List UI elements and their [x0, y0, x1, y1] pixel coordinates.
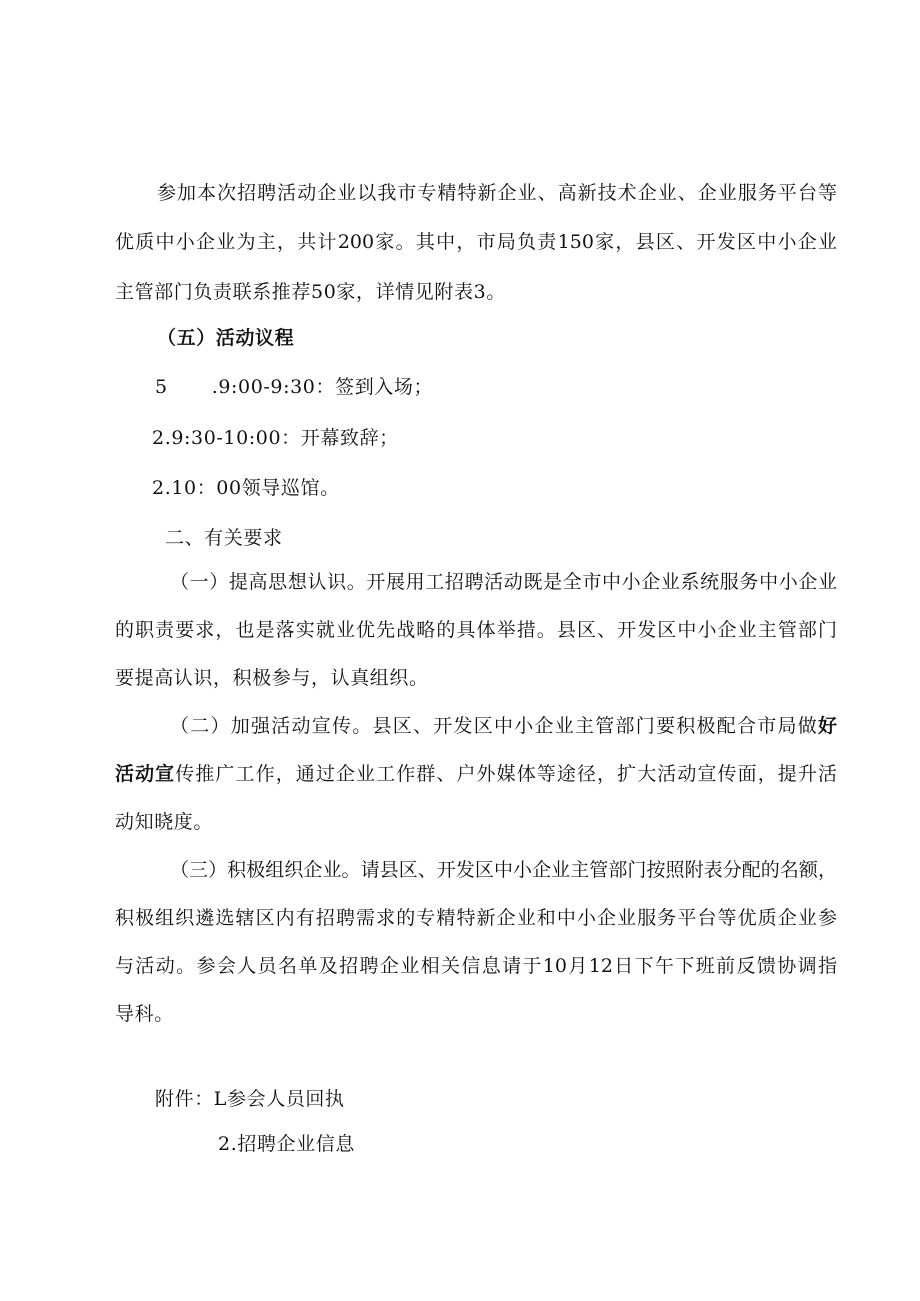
req2-line-2-bold: 活动宣	[115, 763, 176, 785]
req2-line-1-bold: 好	[817, 715, 837, 737]
agenda-heading: （五）活动议程	[157, 327, 295, 349]
req2-line-2-text: 传推广工作，通过企业工作群、户外媒体等途径，扩大活动宣传面，提升活	[175, 763, 837, 785]
participants-line-3: 主管部门负责联系推荐50家，详情见附表3。	[115, 281, 506, 303]
req2-line-1-text: （二）加强活动宣传。县区、开发区中小企业主管部门要积极配合市局做	[170, 715, 818, 737]
requirements-heading: 二、有关要求	[165, 527, 283, 549]
req1-line-2: 的职责要求，也是落实就业优先战略的具体举措。县区、开发区中小企业主管部门	[115, 619, 837, 641]
req1-line-3: 要提高认识，积极参与，认真组织。	[115, 667, 429, 689]
req1-line-1: （一）提高思想认识。开展用工招聘活动既是全市中小企业系统服务中小企业	[170, 571, 837, 593]
req3-line-3: 与活动。参会人员名单及招聘企业相关信息请于10月12日下午下班前反馈协调指	[115, 955, 837, 977]
agenda-item-2: 2.9:30-10:00：开幕致辞；	[152, 427, 399, 449]
attachments-item-2: 2.招聘企业信息	[218, 1133, 355, 1155]
agenda-item-3: 2.10：00领导巡馆。	[152, 477, 340, 499]
req2-line-3: 动知晓度。	[115, 811, 214, 833]
attachments-label: 附件：L参会人员回执	[155, 1088, 345, 1110]
agenda-item-1-number: 5	[155, 376, 168, 398]
agenda-item-1-text: .9:00-9:30：签到入场；	[211, 376, 434, 398]
req3-line-1: （三）积极组织企业。请县区、开发区中小企业主管部门按照附表分配的名额，	[170, 859, 837, 881]
participants-line-2: 优质中小企业为主，共计200家。其中，市局负责150家，县区、开发区中小企业	[115, 231, 837, 253]
agenda-item-1	[155, 375, 433, 399]
participants-line-1: 参加本次招聘活动企业以我市专精特新企业、高新技术企业、企业服务平台等	[157, 182, 837, 204]
req3-line-2: 积极组织遴选辖区内有招聘需求的专精特新企业和中小企业服务平台等优质企业参	[115, 907, 837, 929]
req2-line-1	[170, 714, 837, 738]
req3-line-4: 导科。	[115, 1003, 174, 1025]
req2-line-2	[115, 762, 837, 786]
